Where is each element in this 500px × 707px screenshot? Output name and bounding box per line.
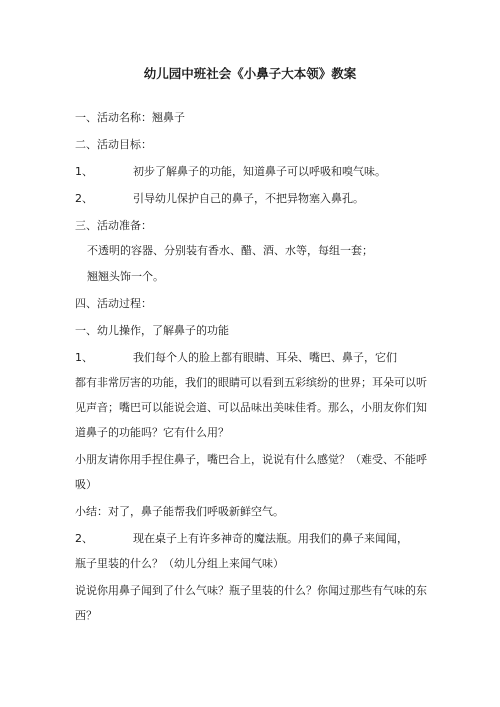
- process-step-1-line-4: 道鼻子的功能吗？它有什么用？: [75, 426, 229, 439]
- section-activity-name: 一、活动名称：翘鼻子: [75, 111, 185, 124]
- process-step-3-line-2: 西？: [75, 609, 97, 622]
- process-step-1-number: 1、: [75, 351, 93, 364]
- preparation-item-1: 不透明的容器、分别装有香水、醋、酒、水等，每组一套；: [87, 244, 373, 257]
- section-activity-process: 四、活动过程：: [75, 297, 152, 310]
- section-activity-preparation: 三、活动准备：: [75, 219, 152, 232]
- section-activity-goals: 二、活动目标：: [75, 138, 152, 151]
- process-step-2-line-1: 现在桌子上有许多神奇的魔法瓶。用我们的鼻子来闻闻，: [133, 532, 408, 545]
- process-step-2-line-2: 瓶子里装的什么？（幼儿分组上来闻气味）: [75, 557, 284, 570]
- goal-2-number: 2、: [75, 192, 93, 205]
- goal-1-number: 1、: [75, 165, 93, 178]
- process-step-3-line-1: 说说你用鼻子闻到了什么气味？瓶子里装的什么？你闻过那些有气味的东: [75, 584, 427, 597]
- document-title: 幼儿园中班社会《小鼻子大本领》教案: [143, 66, 357, 81]
- preparation-item-2: 翘翘头饰一个。: [87, 270, 164, 283]
- process-step-1-line-2: 都有非常厉害的功能，我们的眼睛可以看到五彩缤纷的世界；耳朵可以听: [75, 376, 427, 389]
- goal-2-text: 引导幼儿保护自己的鼻子，不把异物塞入鼻孔。: [133, 192, 364, 205]
- summary-text: 小结：对了，鼻子能帮我们呼吸新鲜空气。: [75, 505, 284, 518]
- process-step-2-number: 2、: [75, 532, 93, 545]
- process-part-1-heading: 一、幼儿操作，了解鼻子的功能: [75, 324, 229, 337]
- process-step-1-line-1: 我们每个人的脸上都有眼睛、耳朵、嘴巴、鼻子，它们: [133, 351, 397, 364]
- goal-1-text: 初步了解鼻子的功能，知道鼻子可以呼吸和嗅气味。: [133, 165, 386, 178]
- question-line-2: 吸）: [75, 478, 97, 491]
- question-line-1: 小朋友请你用手捏住鼻子，嘴巴合上，说说有什么感觉？（难受、不能呼: [75, 453, 427, 466]
- process-step-1-line-3: 见声音；嘴巴可以能说会道、可以品味出美味佳肴。那么，小朋友你们知: [75, 401, 427, 414]
